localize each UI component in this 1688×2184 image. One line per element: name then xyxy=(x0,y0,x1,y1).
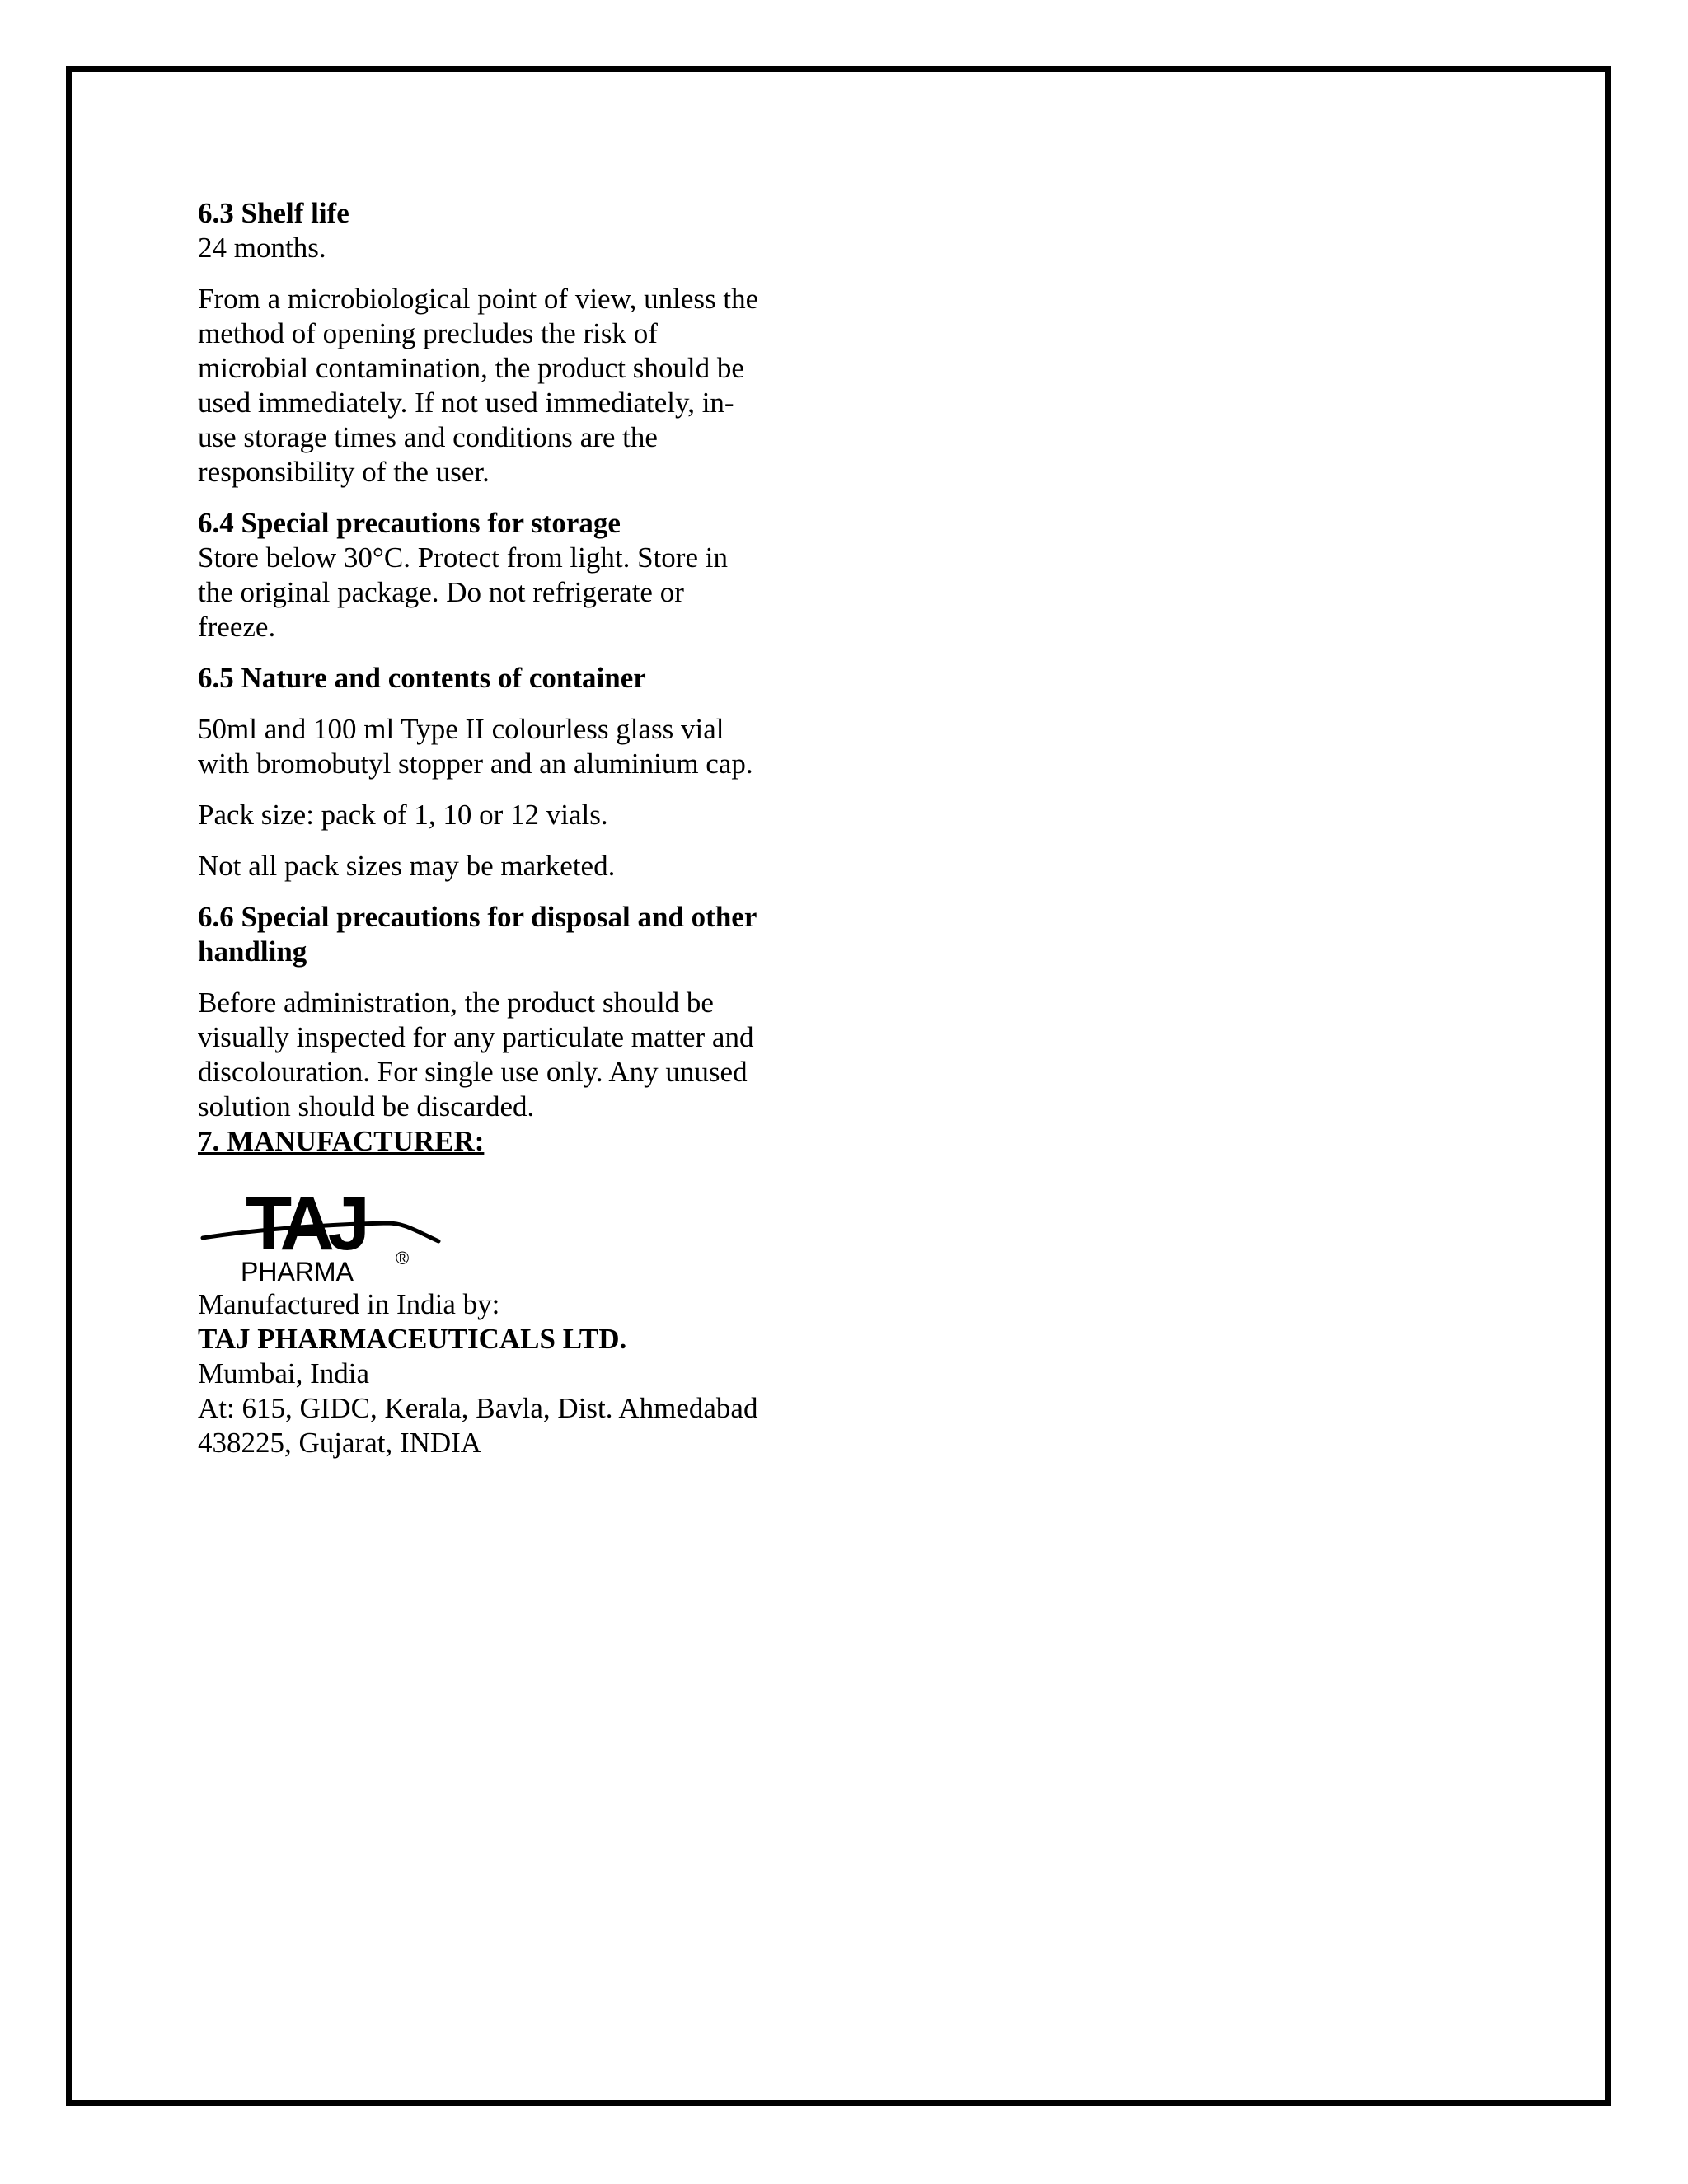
storage-paragraph xyxy=(198,541,832,644)
heading-line: handling xyxy=(198,935,307,968)
section-heading-storage: 6.4 Special precautions for storage xyxy=(198,507,621,539)
pack-size: Pack size: pack of 1, 10 or 12 vials. xyxy=(198,799,608,831)
text-line: with bromobutyl stopper and an aluminium cap. xyxy=(198,748,753,780)
text-line: method of opening precludes the risk of xyxy=(198,317,658,349)
shelf-life-duration: 24 months. xyxy=(198,232,326,264)
section-heading-container: 6.5 Nature and contents of container xyxy=(198,662,646,694)
heading-line: 6.6 Special precautions for disposal and other xyxy=(198,901,757,933)
text-line: discolouration. For single use only. Any unused xyxy=(198,1056,748,1088)
text-line: the original package. Do not refrigerate or xyxy=(198,576,684,608)
text-line: freeze. xyxy=(198,611,276,643)
company-city: Mumbai, India xyxy=(198,1357,370,1390)
container-description xyxy=(198,712,832,781)
address-line: At: 615, GIDC, Kerala, Bavla, Dist. Ahmedabad xyxy=(198,1392,758,1424)
text-line: From a microbiological point of view, unless the xyxy=(198,283,759,315)
text-line: used immediately. If not used immediately, in- xyxy=(198,387,734,419)
section-heading-shelf-life: 6.3 Shelf life xyxy=(198,197,349,229)
logo-mark: TAJ xyxy=(246,1182,363,1266)
manufactured-by-label: Manufactured in India by: xyxy=(198,1288,500,1320)
text-line: visually inspected for any particulate matter and xyxy=(198,1021,754,1053)
text-line: use storage times and conditions are the xyxy=(198,421,658,453)
disposal-paragraph xyxy=(198,986,832,1124)
address-line: 438225, Gujarat, INDIA xyxy=(198,1427,482,1459)
pack-size-note: Not all pack sizes may be marketed. xyxy=(198,850,616,882)
text-line: 50ml and 100 ml Type II colourless glass vial xyxy=(198,713,724,745)
text-line: solution should be discarded. xyxy=(198,1090,535,1122)
company-name: TAJ PHARMACEUTICALS LTD. xyxy=(198,1323,627,1355)
document-body xyxy=(198,196,832,1460)
shelf-life-paragraph xyxy=(198,282,832,490)
text-line: Before administration, the product should be xyxy=(198,987,714,1019)
text-line: microbial contamination, the product should be xyxy=(198,352,744,384)
logo-subtitle: PHARMA xyxy=(241,1257,354,1286)
taj-pharma-logo xyxy=(198,1172,445,1287)
section-heading-manufacturer: 7. MANUFACTURER: xyxy=(198,1125,485,1157)
section-heading-disposal xyxy=(198,900,832,969)
text-line: responsibility of the user. xyxy=(198,456,490,488)
company-address xyxy=(198,1391,832,1460)
text-line: Store below 30°C. Protect from light. Store in xyxy=(198,541,728,574)
registered-mark: ® xyxy=(396,1248,410,1268)
